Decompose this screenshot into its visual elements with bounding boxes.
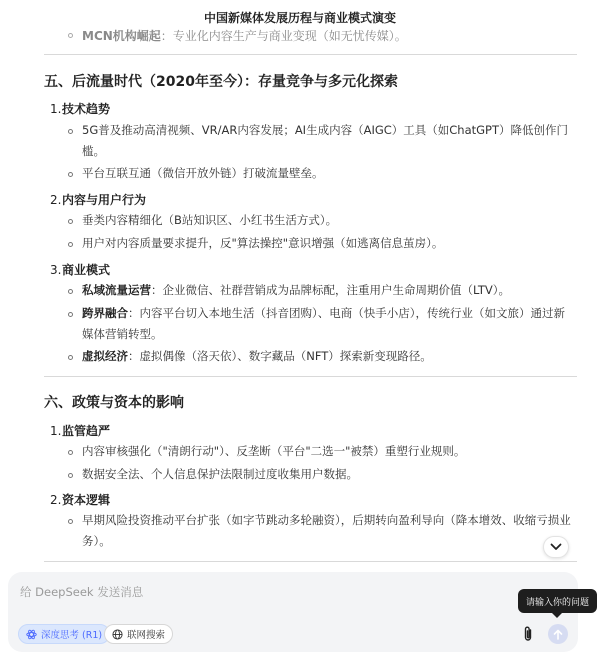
list-item — [82, 303, 572, 345]
item-text: 用户对内容质量要求提升，反"算法操控"意识增强（如逃离信息茧房）。 — [82, 236, 444, 250]
list-bullet — [68, 219, 73, 224]
item-bold-text: 私域流量运营 — [82, 283, 151, 297]
paperclip-icon — [520, 625, 536, 643]
divider — [44, 376, 577, 377]
list-bullet — [68, 519, 73, 524]
list-item — [82, 120, 572, 162]
item-text: ：虚拟偶像（洛天依）、数字藏品（NFT）探索新变现路径。 — [128, 349, 432, 363]
subsection-title — [50, 100, 110, 117]
list-item — [82, 210, 572, 231]
subsection-title-text: 商业模式 — [62, 263, 111, 277]
item-text: ：企业微信、社群营销成为品牌标配，注重用户生命周期价值（LTV）。 — [151, 283, 510, 297]
subsection-title — [50, 191, 146, 208]
item-text: 平台互联互通（微信开放外链）打破流量壁垒。 — [82, 166, 324, 180]
subsection-title-text: 内容与用户行为 — [62, 193, 147, 207]
subsection-title-text: 技术趋势 — [62, 102, 111, 116]
item-bold-text: 跨界融合 — [82, 306, 128, 320]
web-search-toggle[interactable] — [104, 624, 173, 644]
scroll-to-bottom-button[interactable] — [543, 536, 569, 558]
item-bold-text: MCN机构崛起 — [82, 29, 161, 43]
web-search-label: 联网搜索 — [127, 630, 166, 641]
list-item — [82, 280, 572, 301]
message-input[interactable]: 给 DeepSeek 发送消息 — [20, 585, 144, 599]
list-item — [82, 441, 572, 462]
list-item — [82, 510, 572, 552]
section-heading: 六、政策与资本的影响 — [44, 395, 184, 411]
list-bullet — [68, 355, 73, 360]
list-item — [82, 346, 572, 367]
item-text: ：内容平台切入本地生活（抖音团购）、电商（快手小店），传统行业（如文旅）通过新媒体营销转型。 — [82, 306, 565, 341]
subsection-title — [50, 422, 110, 439]
item-text: 垂类内容精细化（B站知识区、小红书生活方式）。 — [82, 213, 338, 227]
subsection-number: 2. — [50, 193, 62, 207]
item-text: 数据安全法、个人信息保护法限制过度收集用户数据。 — [82, 467, 358, 481]
message-composer — [8, 572, 578, 652]
subsection-title — [50, 491, 110, 508]
list-bullet — [68, 312, 73, 317]
divider — [44, 54, 577, 55]
list-bullet — [68, 129, 73, 134]
subsection-number: 1. — [50, 424, 62, 438]
subsection-number: 1. — [50, 102, 62, 116]
send-button[interactable] — [548, 624, 568, 644]
list-item — [82, 163, 572, 184]
divider — [44, 561, 577, 562]
list-bullet — [68, 450, 73, 455]
list-bullet — [68, 473, 73, 478]
list-item — [82, 233, 572, 254]
item-text: 早期风险投资推动平台扩张（如字节跳动多轮融资），后期转向盈利导向（降本增效、收缩亏损业务）。 — [82, 513, 571, 548]
list-bullet — [68, 242, 73, 247]
list-bullet — [68, 172, 73, 177]
subsection-number: 3. — [50, 263, 62, 277]
deep-think-label: 深度思考 (R1) — [41, 630, 103, 641]
chevron-down-icon — [550, 543, 562, 551]
list-item — [82, 27, 407, 44]
attach-button[interactable] — [520, 625, 536, 643]
list-bullet — [68, 289, 73, 294]
tooltip-arrow — [552, 613, 562, 618]
subsection-number: 2. — [50, 493, 62, 507]
atom-icon — [26, 629, 37, 640]
list-bullet — [68, 33, 73, 38]
subsection-title — [50, 261, 110, 278]
arrow-up-icon — [553, 629, 563, 640]
section-heading: 五、后流量时代（2020年至今）：存量竞争与多元化探索 — [44, 74, 398, 90]
page-title: 中国新媒体发展历程与商业模式演变 — [203, 11, 396, 25]
title-bar — [0, 0, 600, 28]
deep-think-toggle[interactable] — [18, 624, 110, 644]
send-tooltip: 请输入你的问题 — [518, 589, 597, 613]
subsection-title-text: 监管趋严 — [62, 424, 111, 438]
globe-icon — [112, 629, 123, 640]
item-text: 内容审核强化（"清朗行动"）、反垄断（平台"二选一"被禁）重塑行业规则。 — [82, 444, 466, 458]
list-item — [82, 464, 572, 485]
item-text: 5G普及推动高清视频、VR/AR内容发展；AI生成内容（AIGC）工具（如ChatGPT）降低创作门槛。 — [82, 123, 569, 158]
subsection-title-text: 资本逻辑 — [62, 493, 111, 507]
item-bold-text: 虚拟经济 — [82, 349, 128, 363]
item-text: ：专业化内容生产与商业变现（如无忧传媒）。 — [160, 29, 407, 43]
